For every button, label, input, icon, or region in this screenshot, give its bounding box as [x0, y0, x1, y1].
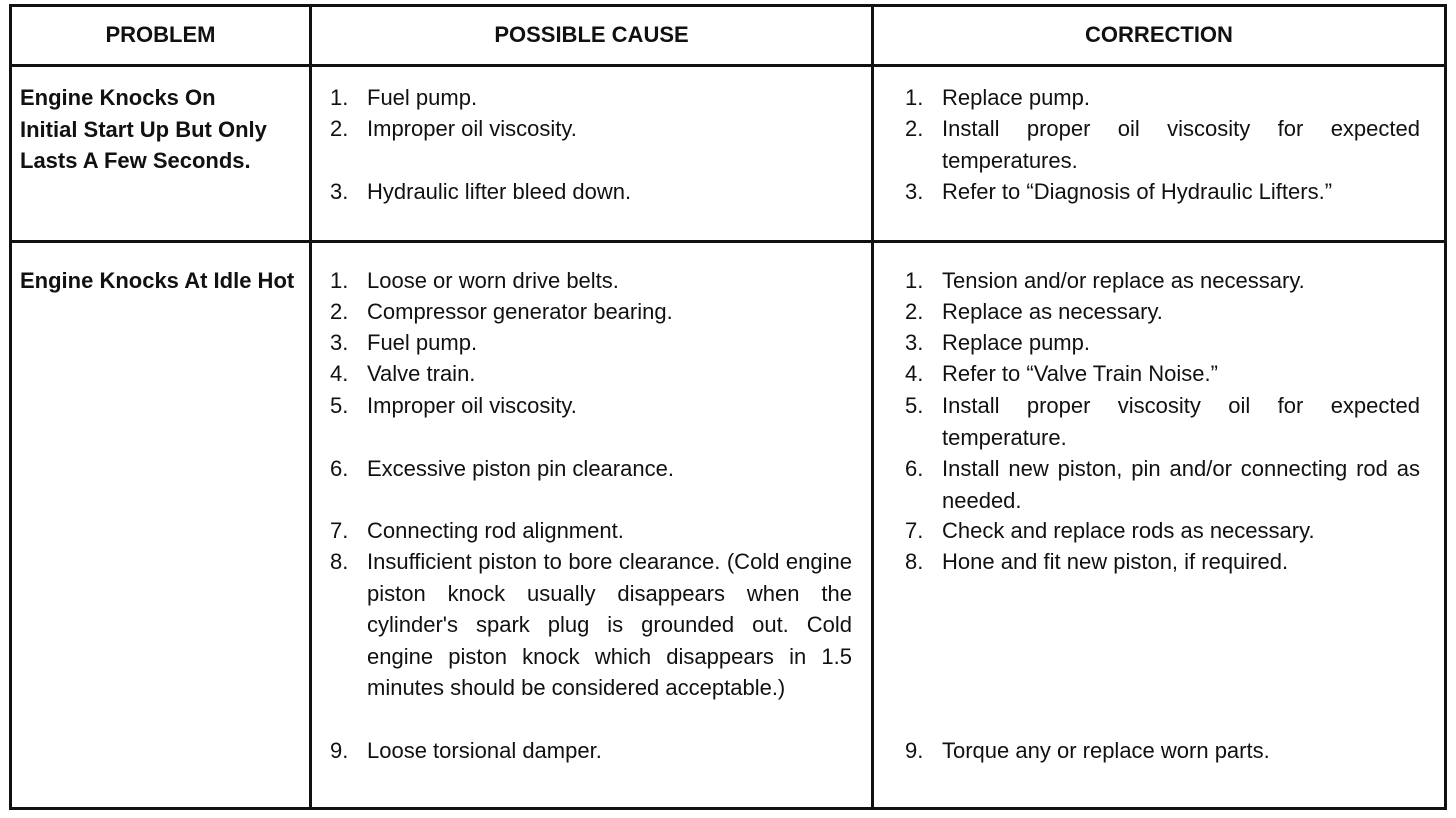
correction-item [905, 82, 1420, 114]
cause-item [330, 296, 852, 328]
item-number: 6. [330, 456, 349, 481]
item-number: 2. [905, 116, 924, 141]
problem-cell: Engine Knocks At Idle Hot [20, 268, 295, 293]
item-text: Install proper oil viscosity for expected temperatures. [942, 116, 1420, 173]
cause-item [330, 82, 852, 114]
correction-item [905, 390, 1420, 453]
item-text: Insufficient piston to bore clearance. (Cold engine piston knock usually disappears when the cylinder's spark plug is grounded out. Cold engine piston knock which disappears in 1.5 minutes should be considered acceptable.) [367, 549, 852, 700]
item-text: Loose or worn drive belts. [367, 268, 619, 293]
item-text: Valve train. [367, 361, 476, 386]
item-number: 2. [330, 299, 349, 324]
cause-item [330, 265, 852, 297]
table-border-right [1444, 4, 1447, 810]
correction-item [905, 546, 1420, 578]
item-text: Connecting rod alignment. [367, 518, 624, 543]
item-number: 3. [905, 330, 924, 355]
item-text: Install proper viscosity oil for expected temperature. [942, 393, 1420, 450]
header-correction: CORRECTION [1085, 22, 1233, 47]
item-number: 8. [330, 549, 349, 574]
header-divider [9, 64, 1447, 67]
item-text: Refer to “Valve Train Noise.” [942, 361, 1218, 386]
cause-item [330, 515, 852, 547]
item-number: 9. [330, 738, 349, 763]
item-number: 3. [330, 179, 349, 204]
correction-item [905, 296, 1420, 328]
item-text: Hydraulic lifter bleed down. [367, 179, 632, 204]
item-number: 1. [330, 268, 349, 293]
item-number: 2. [330, 116, 349, 141]
column-divider [309, 4, 312, 810]
item-number: 9. [905, 738, 924, 763]
column-divider [871, 4, 874, 810]
header-possible-cause: POSSIBLE CAUSE [494, 22, 689, 47]
item-number: 1. [330, 85, 349, 110]
correction-item [905, 515, 1420, 547]
item-number: 4. [905, 361, 924, 386]
item-text: Refer to “Diagnosis of Hydraulic Lifters.” [942, 179, 1333, 204]
row-divider [9, 240, 1447, 243]
cause-item [330, 735, 852, 767]
correction-item [905, 327, 1420, 359]
item-number: 6. [905, 456, 924, 481]
item-text: Compressor generator bearing. [367, 299, 673, 324]
item-number: 7. [905, 518, 924, 543]
item-text: Torque any or replace worn parts. [942, 738, 1270, 763]
item-text: Loose torsional damper. [367, 738, 602, 763]
cause-item [330, 327, 852, 359]
item-number: 8. [905, 549, 924, 574]
item-text: Improper oil viscosity. [367, 116, 577, 141]
cause-item [330, 390, 852, 422]
item-text: Fuel pump. [367, 330, 478, 355]
problem-cell: Engine Knocks On Initial Start Up But Only Lasts A Few Seconds. [20, 85, 267, 173]
header-problem: PROBLEM [105, 22, 216, 47]
item-number: 4. [330, 361, 349, 386]
correction-item [905, 265, 1420, 297]
item-text: Tension and/or replace as necessary. [942, 268, 1305, 293]
item-text: Hone and fit new piston, if required. [942, 549, 1289, 574]
correction-item [905, 176, 1420, 208]
cause-item [330, 358, 852, 390]
cause-item [330, 113, 852, 145]
correction-item [905, 113, 1420, 176]
item-text: Improper oil viscosity. [367, 393, 577, 418]
item-number: 1. [905, 268, 924, 293]
item-text: Install new piston, pin and/or connecting rod as needed. [942, 456, 1420, 513]
item-text: Check and replace rods as necessary. [942, 518, 1315, 543]
table-border-top [9, 4, 1447, 7]
item-text: Replace as necessary. [942, 299, 1163, 324]
correction-item [905, 453, 1420, 516]
cause-item [330, 176, 852, 208]
item-text: Excessive piston pin clearance. [367, 456, 674, 481]
item-number: 5. [330, 393, 349, 418]
table-border-left [9, 4, 12, 810]
item-number: 3. [330, 330, 349, 355]
correction-item [905, 358, 1420, 390]
correction-item [905, 735, 1420, 767]
table-border-bottom [9, 807, 1447, 810]
item-number: 1. [905, 85, 924, 110]
item-text: Fuel pump. [367, 85, 478, 110]
item-number: 5. [905, 393, 924, 418]
item-text: Replace pump. [942, 330, 1090, 355]
item-number: 2. [905, 299, 924, 324]
item-text: Replace pump. [942, 85, 1090, 110]
cause-item [330, 546, 852, 704]
item-number: 3. [905, 179, 924, 204]
cause-item [330, 453, 852, 485]
item-number: 7. [330, 518, 349, 543]
